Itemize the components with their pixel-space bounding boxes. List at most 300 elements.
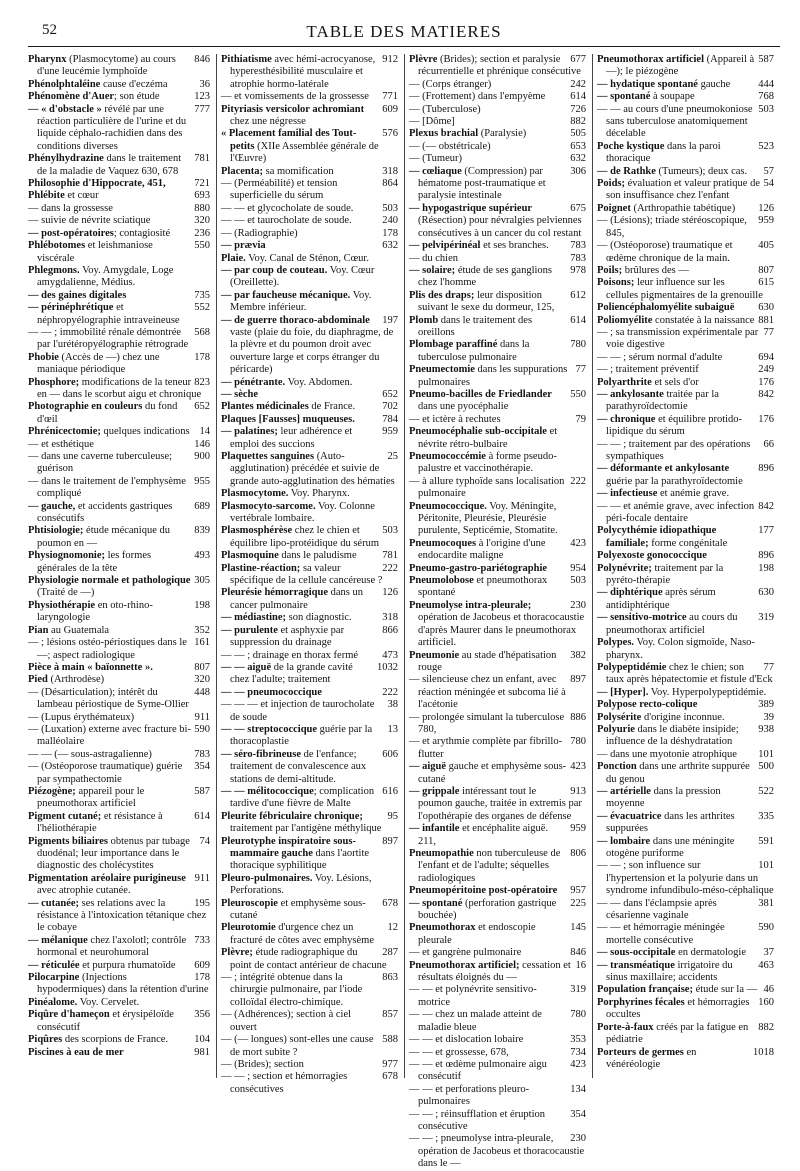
entry-page-number: 523 xyxy=(755,141,774,153)
entry-text: et cœur xyxy=(64,190,99,202)
entry-page-number: 25 xyxy=(385,451,399,463)
index-entry xyxy=(28,972,210,997)
entry-page-number: 178 xyxy=(191,352,210,364)
index-entry xyxy=(597,389,774,414)
index-column-4 xyxy=(592,54,780,1078)
entry-text: — — chez un malade atteint de maladie bleue xyxy=(409,1009,542,1033)
entry-page-number: 320 xyxy=(191,215,210,227)
entry-page-number: 222 xyxy=(567,476,586,488)
entry-text: (Compression) par hématome post-traumatique et paralysie intestinale xyxy=(418,165,546,202)
entry-text: — et vomissements de la grossesse xyxy=(221,91,369,103)
index-entry xyxy=(28,91,210,103)
entry-page-number: 12 xyxy=(385,922,399,934)
entry-text: avec hémi-acrocyanose, hyperesthésibilité musculaire et atrophie hormo-latérale xyxy=(230,54,376,90)
entry-text: Voy. Cervelet. xyxy=(77,996,140,1008)
entry-text: — — ; immobilité rénale démontrée par l'urétéropyélographie rétrograde xyxy=(28,326,189,351)
entry-page-number: 959 xyxy=(379,426,398,438)
index-entry xyxy=(28,203,210,215)
entry-page-number: 781 xyxy=(379,550,398,562)
entry-text: et anémie grave. xyxy=(657,488,730,500)
index-entry xyxy=(409,761,586,786)
entry-heading: Pharynx xyxy=(28,54,67,65)
index-entry xyxy=(409,538,586,563)
entry-text: en oto-rhino-laryngologie xyxy=(37,599,153,624)
entry-page-number: 104 xyxy=(191,1034,210,1046)
entry-text: ; son étude xyxy=(114,91,160,103)
entry-heading: Plis des draps; xyxy=(409,289,475,301)
entry-page-number: 912 xyxy=(379,54,398,66)
entry-text: — suivie de névrite sciatique xyxy=(28,215,151,227)
index-entry xyxy=(597,302,774,314)
entry-page-number: 287 xyxy=(379,947,398,959)
entry-text: (XIIe Assemblée générale de l'Œuvre) xyxy=(230,140,379,165)
entry-page-number: 197 xyxy=(379,315,398,327)
entry-page-number: 726 xyxy=(567,104,586,116)
entry-heading: — « d'obstacle » xyxy=(28,103,102,115)
entry-heading: Pièce à main « baïonnette ». xyxy=(28,661,153,673)
entry-heading: — par faucheuse mécanique. xyxy=(221,289,351,301)
entry-heading: Piscines à eau de mer xyxy=(28,1046,124,1058)
entry-page-number: 590 xyxy=(755,922,774,934)
entry-page-number: 145 xyxy=(567,922,586,934)
entry-text: de la grande cavité chez l'adulte; traitement xyxy=(230,661,353,686)
entry-text: irrigatoire du sinus maxillaire; accidents xyxy=(606,959,733,984)
entry-page-number: 198 xyxy=(191,600,210,612)
entry-page-number: 176 xyxy=(755,414,774,426)
index-entry xyxy=(409,1133,586,1170)
index-entry xyxy=(221,972,398,1009)
index-entry xyxy=(409,476,586,501)
entry-heading: Placenta; xyxy=(221,165,263,177)
entry-heading: — infectieuse xyxy=(597,488,658,500)
index-entry xyxy=(221,401,398,413)
entry-heading: — cœliaque xyxy=(409,165,462,177)
entry-text: (Auto-agglutination) précédée et suivie de grande auto-agglutination des hématies xyxy=(230,451,395,487)
index-entry xyxy=(28,426,210,438)
index-entry xyxy=(409,414,586,426)
entry-heading: Poisons; xyxy=(597,277,635,289)
index-entry xyxy=(221,947,398,972)
entry-heading: — hydatique spontané xyxy=(597,78,698,90)
entry-heading: Pneumo-bacilles de Friedlander xyxy=(409,388,552,400)
index-entry xyxy=(409,650,586,675)
entry-text: — — et anémie grave, avec infection péri-focale dentaire xyxy=(597,500,755,525)
index-entry xyxy=(597,550,774,562)
entry-text: dans le paludisme xyxy=(278,550,357,562)
entry-page-number: 13 xyxy=(385,724,399,736)
index-entry xyxy=(221,687,398,699)
entry-page-number: 612 xyxy=(567,290,586,302)
index-entry xyxy=(409,600,586,650)
entry-page-number: 630 xyxy=(755,587,774,599)
index-entry xyxy=(221,650,398,662)
entry-page-number: 777 xyxy=(191,104,210,116)
entry-page-number: 39 xyxy=(761,712,775,724)
entry-page-number: 54 xyxy=(761,178,775,190)
entry-page-number: 588 xyxy=(379,1034,398,1046)
entry-text: et sels d'or xyxy=(651,376,699,388)
entry-heading: — spontané xyxy=(409,897,463,909)
index-entry xyxy=(28,997,210,1009)
index-entry xyxy=(597,54,774,79)
entry-text: d'origine inconnue. xyxy=(641,711,725,723)
entry-page-number: 123 xyxy=(191,91,210,103)
entry-text: dans une pyocéphalie xyxy=(418,401,509,413)
entry-page-number: 653 xyxy=(567,141,586,153)
index-entry xyxy=(409,451,586,476)
index-entry xyxy=(28,550,210,575)
index-entry xyxy=(28,215,210,227)
index-entry xyxy=(221,54,398,91)
entry-text: forme congénitale xyxy=(648,537,728,549)
entry-text: dans les suppurations pulmonaires xyxy=(418,364,568,388)
entry-text: cessation et résultats éloignés du — xyxy=(418,959,571,984)
index-entry xyxy=(409,501,586,538)
entry-heading: Pied xyxy=(28,674,48,686)
entry-text: dans le traitement de la maladie de Vaquez 630, 678 xyxy=(37,153,182,177)
entry-text: (Brides); section et paralysie récurrentielle et phrénique consécutive xyxy=(418,54,581,78)
entry-heading: Polyarthrite xyxy=(597,376,652,388)
index-entry xyxy=(221,290,398,315)
entry-heading: Poignet xyxy=(597,202,631,214)
entry-page-number: 101 xyxy=(755,749,774,761)
entry-page-number: 614 xyxy=(567,91,586,103)
entry-text: à soupape xyxy=(650,91,695,103)
entry-text: Voy. Colon sigmoïde, Naso-pharynx. xyxy=(606,637,755,661)
entry-page-number: 702 xyxy=(379,401,398,413)
index-entry xyxy=(597,277,774,302)
entry-page-number: 95 xyxy=(385,811,399,823)
entry-page-number: 318 xyxy=(379,166,398,178)
entry-heading: — sous-occipitale xyxy=(597,947,676,959)
entry-text: opération de Jacobeus et thoracocaustie d'après Maurer dans le pneumothorax artificiel. xyxy=(418,612,585,649)
index-entry xyxy=(597,786,774,811)
entry-page-number: 230 xyxy=(567,1133,586,1145)
entry-heading: Ponction xyxy=(597,761,637,773)
index-entry xyxy=(221,1059,398,1071)
index-entry xyxy=(409,104,586,116)
entry-heading: — pelvipérinéal xyxy=(409,240,481,252)
index-entry xyxy=(597,327,774,352)
entry-page-number: 79 xyxy=(573,414,587,426)
entry-page-number: 14 xyxy=(197,426,211,438)
index-entry xyxy=(221,922,398,947)
entry-page-number: 694 xyxy=(755,352,774,364)
index-entry xyxy=(409,575,586,600)
index-entry xyxy=(409,265,586,290)
entry-text: — (Ostéoporose) traumatique et œdème chronique de la main. xyxy=(597,240,733,264)
entry-page-number: 591 xyxy=(755,836,774,848)
entry-page-number: 46 xyxy=(761,984,775,996)
entry-heading: — spontané xyxy=(597,91,651,103)
entry-heading: Pigments biliaires xyxy=(28,835,109,847)
entry-heading: — lombaire xyxy=(597,835,651,847)
entry-heading: — de Rathke xyxy=(597,165,656,177)
entry-text: Voy. Colonne vertébrale lombaire. xyxy=(230,500,375,525)
index-entry xyxy=(597,1022,774,1047)
entry-text: de France. xyxy=(308,401,356,413)
index-entry xyxy=(28,401,210,426)
entry-heading: Poils; xyxy=(597,264,623,276)
entry-page-number: 126 xyxy=(755,203,774,215)
entry-page-number: 77 xyxy=(761,327,775,339)
index-entry xyxy=(409,141,586,153)
entry-heading: — séro-fibrineuse xyxy=(221,748,302,760)
index-entry xyxy=(597,662,774,687)
index-entry xyxy=(28,662,210,674)
entry-page-number: 101 xyxy=(755,860,774,872)
entry-text: — et ictère à rechutes xyxy=(409,413,501,425)
entry-heading: — par coup de couteau. xyxy=(221,264,328,276)
entry-page-number: 37 xyxy=(761,947,775,959)
index-entry xyxy=(221,1071,398,1096)
entry-heading: — pénétrante. xyxy=(221,376,286,388)
entry-text: — — ; drainage en thorax fermé xyxy=(221,649,359,661)
index-entry xyxy=(409,922,586,947)
entry-heading: Pneumonie xyxy=(409,649,460,661)
entry-page-number: 222 xyxy=(379,563,398,575)
index-entry xyxy=(28,724,210,749)
entry-heading: Pigment cutané; xyxy=(28,810,102,822)
entry-heading: — — pneumococcique xyxy=(221,686,322,698)
index-entry xyxy=(28,873,210,898)
index-entry xyxy=(597,922,774,947)
index-entry xyxy=(221,315,398,377)
entry-text: et résistance à l'héliothérapie xyxy=(37,810,163,835)
index-entry xyxy=(28,476,210,501)
index-entry xyxy=(597,997,774,1022)
entry-text: — (Lésions); triade stéréoscopique, 845, xyxy=(597,215,747,239)
index-entry xyxy=(221,587,398,612)
index-entry xyxy=(221,228,398,240)
entry-heading: Phlegmons. xyxy=(28,264,80,276)
index-entry xyxy=(597,525,774,550)
entry-page-number: 823 xyxy=(191,377,210,389)
index-entry xyxy=(221,414,398,426)
entry-page-number: 176 xyxy=(755,377,774,389)
entry-heading: Poliencéphalomyélite subaiguë xyxy=(597,302,735,314)
entry-page-number: 959 xyxy=(567,823,586,835)
index-entry xyxy=(28,79,210,91)
entry-page-number: 913 xyxy=(567,786,586,798)
index-entry xyxy=(221,662,398,687)
entry-heading: — médiastine; xyxy=(221,612,287,624)
page-header xyxy=(28,20,780,47)
index-entry xyxy=(28,377,210,402)
entry-heading: Pleuroscopie xyxy=(221,897,278,909)
entry-text: (Résection) pour névralgies pelviennes consécutives à un cancer du col restant xyxy=(418,215,582,239)
index-entry xyxy=(221,563,398,588)
index-entry xyxy=(28,290,210,302)
entry-heading: Plombage paraffiné xyxy=(409,339,498,351)
index-entry xyxy=(409,848,586,885)
entry-page-number: 630 xyxy=(755,302,774,314)
entry-text: évaluation et valeur pratique de son insuffisance chez l'enfant xyxy=(606,178,760,202)
entry-page-number: 616 xyxy=(379,786,398,798)
entry-page-number: 842 xyxy=(755,501,774,513)
entry-text: — — ; son influence sur l'hypertension et la polyurie dans un syndrome infundibulo-méso-céphalique xyxy=(597,860,774,897)
entry-text: — et arythmie complète par fibrillo-flutter xyxy=(409,736,563,760)
index-entry xyxy=(597,898,774,923)
entry-text: — (Frottement) dans l'empyème xyxy=(409,91,546,103)
entry-heading: Poids; xyxy=(597,178,626,190)
entry-text: — ; traitement préventif xyxy=(597,364,699,376)
entry-text: dans les arthrites suppurées xyxy=(606,810,735,835)
entry-page-number: 784 xyxy=(379,414,398,426)
index-entry xyxy=(221,612,398,624)
entry-heading: — prævia xyxy=(221,240,266,252)
index-entry xyxy=(597,91,774,103)
entry-text: traitée par la parathyroïdectomie xyxy=(606,388,719,413)
entry-text: leur influence sur les cellules pigmentaires de la grenouille xyxy=(606,277,763,301)
entry-text: — (Tuberculose) xyxy=(409,103,481,115)
entry-text: les formes générales de la tête xyxy=(37,550,152,574)
entry-heading: Plexus brachial xyxy=(409,128,479,140)
entry-heading: Pian xyxy=(28,624,49,636)
entry-page-number: 319 xyxy=(567,984,586,996)
index-entry xyxy=(28,352,210,377)
entry-text: dans le traitement des oreillons xyxy=(418,314,533,338)
entry-text: — ; intégrité obtenue dans la chirurgie pulmonaire, par l'iode colloïdal électro-chimique. xyxy=(221,972,363,1008)
entry-heading: Piqûres xyxy=(28,1034,63,1046)
index-entry xyxy=(28,439,210,451)
entry-text: et emphysème sous-cutané xyxy=(230,897,366,922)
entry-text: au Guatemala xyxy=(48,624,110,636)
entry-page-number: 16 xyxy=(573,960,587,972)
entry-page-number: 780 xyxy=(567,736,586,748)
entry-heading: Polypes. xyxy=(597,637,635,649)
entry-text: guérie par la thoracoplastie xyxy=(230,723,373,748)
entry-text: gauche et emphysème sous-cutané xyxy=(418,761,567,785)
entry-page-number: 882 xyxy=(755,1022,774,1034)
entry-text: traitement par l'antigène méthylique xyxy=(230,823,382,835)
entry-page-number: 178 xyxy=(191,972,210,984)
index-entry xyxy=(221,240,398,252)
entry-page-number: 320 xyxy=(191,674,210,686)
index-entry xyxy=(409,1047,586,1059)
entry-page-number: 900 xyxy=(191,451,210,463)
index-column-2 xyxy=(216,54,404,1095)
entry-page-number: 768 xyxy=(755,91,774,103)
index-entry xyxy=(221,501,398,526)
entry-text: — — dans l'éclampsie après césarienne vaginale xyxy=(597,897,717,922)
entry-text: non tuberculeuse de l'enfant et de l'adulte; séquelles radiologiques xyxy=(418,848,561,884)
index-entry xyxy=(221,178,398,203)
entry-page-number: 977 xyxy=(379,1059,398,1071)
entry-text: traitement par la pyréto-thérapie xyxy=(606,562,724,587)
index-entry xyxy=(28,327,210,352)
entry-page-number: 178 xyxy=(379,228,398,240)
entry-page-number: 222 xyxy=(379,687,398,699)
index-entry xyxy=(221,128,398,165)
entry-heading: Physiognomonie; xyxy=(28,550,106,562)
entry-page-number: 807 xyxy=(191,662,210,674)
index-entry xyxy=(597,215,774,240)
index-entry xyxy=(221,749,398,786)
entry-page-number: 503 xyxy=(379,525,398,537)
entry-text: ses relations avec la résistance à l'intoxication tétanique chez le cobaye xyxy=(37,897,207,934)
index-entry xyxy=(597,724,774,749)
entry-heading: — post-opératoires xyxy=(28,227,114,239)
entry-text: et pneumothorax spontané xyxy=(418,575,548,599)
entry-text: — — ; pneumolyse intra-pleurale, opération de Jacobeus et thoracocaustie dans le — xyxy=(409,1133,585,1170)
index-entry xyxy=(597,265,774,277)
index-entry xyxy=(28,501,210,526)
entry-text: — (Ostéoporose traumatique) guérie par sympathectomie xyxy=(28,761,183,785)
entry-page-number: 652 xyxy=(379,389,398,401)
index-entry xyxy=(28,637,210,662)
entry-page-number: 505 xyxy=(567,128,586,140)
entry-text: dans la paroi thoracique xyxy=(606,140,721,165)
entry-heading: — — mélitococcique xyxy=(221,785,314,797)
entry-page-number: 615 xyxy=(755,277,774,289)
entry-page-number: 249 xyxy=(755,364,774,376)
entry-heading: Porphyrines fécales xyxy=(597,996,685,1008)
entry-heading: Population française; xyxy=(597,984,693,996)
entry-text: et purpura rhumatoïde xyxy=(79,959,176,971)
index-entry xyxy=(409,1009,586,1034)
entry-page-number: 382 xyxy=(567,650,586,662)
entry-text: — (— longues) sont-elles une cause de mort subite ? xyxy=(221,1034,374,1058)
entry-text: — (— obstétricale) xyxy=(409,140,491,152)
index-entry xyxy=(221,203,398,215)
entry-page-number: 306 xyxy=(567,166,586,178)
index-column-3 xyxy=(404,54,592,1170)
entry-page-number: 522 xyxy=(755,786,774,798)
entry-heading: — palatines; xyxy=(221,426,278,438)
index-entry xyxy=(221,786,398,811)
entry-page-number: 783 xyxy=(191,749,210,761)
index-entry xyxy=(28,898,210,935)
entry-page-number: 783 xyxy=(567,253,586,265)
index-entry xyxy=(597,836,774,861)
entry-text: — — et polynévrite sensitivo-motrice xyxy=(409,984,537,1008)
entry-heading: — [Hyper]. xyxy=(597,686,649,698)
entry-text: d'urgence chez un fracturé de côtes avec emphysème xyxy=(230,922,375,946)
entry-text: — — ; sérum normal d'adulte xyxy=(597,351,723,363)
index-entry xyxy=(409,79,586,91)
index-entry xyxy=(28,935,210,960)
entry-page-number: 587 xyxy=(755,54,774,66)
index-entry xyxy=(221,873,398,898)
index-entry xyxy=(28,749,210,761)
entry-heading: — cutanée; xyxy=(28,897,80,909)
entry-page-number: 550 xyxy=(191,240,210,252)
entry-text: chez une négresse xyxy=(230,116,306,128)
entry-page-number: 911 xyxy=(192,873,210,885)
entry-page-number: 780 xyxy=(567,339,586,351)
entry-text: — — — et injection de taurocholate de soude xyxy=(221,699,375,723)
index-entry xyxy=(28,836,210,873)
entry-text: modifications de la teneur en — dans le scorbut aigu et chronique xyxy=(37,376,202,400)
entry-page-number: 886 xyxy=(567,712,586,724)
index-entry xyxy=(28,525,210,550)
entry-heading: Piézogène; xyxy=(28,785,76,797)
entry-page-number: 614 xyxy=(191,811,210,823)
index-entry xyxy=(409,898,586,923)
entry-heading: Pneumopathie xyxy=(409,848,474,859)
index-entry xyxy=(597,439,774,464)
entry-page-number: 335 xyxy=(755,811,774,823)
entry-page-number: 493 xyxy=(191,550,210,562)
entry-page-number: 500 xyxy=(755,761,774,773)
entry-text: (Tumeurs); deux cas. xyxy=(655,165,748,177)
entry-page-number: 938 xyxy=(755,724,774,736)
entry-heading: Polynévrite; xyxy=(597,562,652,574)
entry-heading: Plasmocyto-sarcome. xyxy=(221,500,316,512)
index-entry xyxy=(597,364,774,376)
entry-heading: Plasmocytome. xyxy=(221,488,289,500)
